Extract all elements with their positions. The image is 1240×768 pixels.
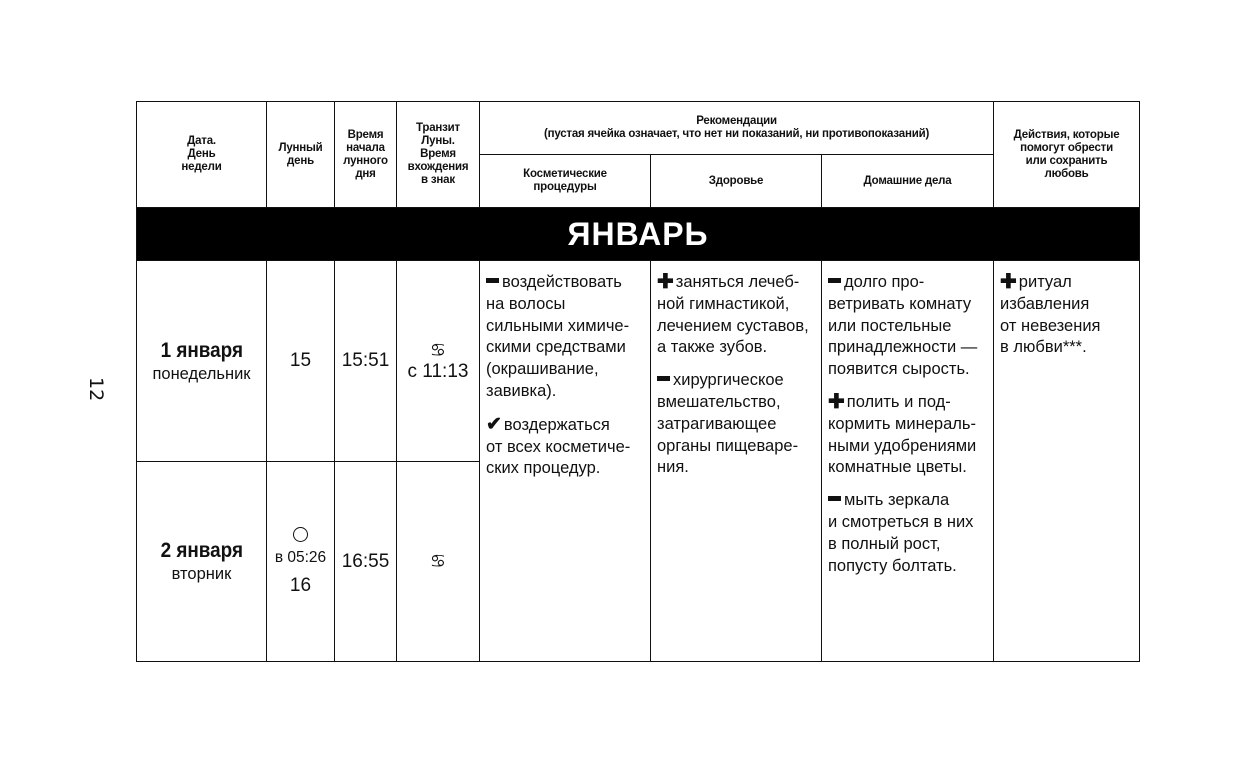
home-item-line: в полный рост, <box>828 534 941 553</box>
minus-icon <box>828 496 841 501</box>
header-lunar-day <box>267 102 335 208</box>
home-item-line: ветривать комнату <box>828 294 972 313</box>
day2-lunar-cell <box>267 462 335 662</box>
home-item-line: попусту болтать. <box>828 556 957 575</box>
cosmetic-item-line: на волосы <box>486 294 566 313</box>
header-cosmetic <box>480 155 651 208</box>
header-line: или сохранить <box>1025 154 1108 167</box>
recommendations-note: (пустая ячейка означает, что нет ни показаний, ни противопоказаний) <box>543 128 930 140</box>
header-date-text <box>137 135 266 174</box>
full-moon-icon <box>293 527 308 542</box>
home-item-line: ными удобрениями <box>828 436 977 455</box>
day2-date-cell <box>137 462 267 662</box>
header-date <box>137 102 267 208</box>
home-item <box>828 272 987 381</box>
cosmetic-item-line: сильными химиче- <box>486 316 630 335</box>
header-line: Косметические <box>523 168 607 180</box>
home-item-line: или постельные <box>828 316 952 335</box>
header-line: в знак <box>421 174 455 186</box>
day2-transit-cell <box>397 462 480 662</box>
header-line: любовь <box>1044 167 1089 180</box>
day2-lunar-day: 16 <box>289 574 312 596</box>
health-item-line: заняться лечеб- <box>675 273 800 291</box>
love-actions <box>994 261 1140 662</box>
home-recommendations <box>822 261 994 662</box>
home-item-line: принадлежности — <box>828 338 978 357</box>
cosmetic-item-line: ских процедур. <box>486 459 601 478</box>
month-banner: ЯНВАРЬ <box>137 208 1140 261</box>
home-item-line: появится сырость. <box>828 360 970 379</box>
cosmetic-item <box>486 272 644 403</box>
recommendations-title: Рекомендации <box>696 115 777 127</box>
header-line: день <box>287 154 314 167</box>
cosmetic-recommendations <box>480 261 651 662</box>
header-actions <box>994 102 1140 208</box>
cosmetic-item-line: воздержаться <box>503 415 610 434</box>
home-item-line: и смотреться в них <box>828 512 974 531</box>
home-item-line: мыть зеркала <box>844 491 950 510</box>
header-line: начала <box>346 141 385 154</box>
header-line: Транзит <box>416 122 460 134</box>
home-item-line: долго про- <box>844 273 925 291</box>
home-item-line: полить и под- <box>846 392 951 411</box>
home-item <box>828 392 987 479</box>
header-transit <box>397 102 480 208</box>
plus-icon: ✚ <box>1000 271 1017 293</box>
day1-date: 1 января <box>160 338 243 362</box>
health-item-line: органы пищеваре- <box>657 436 799 455</box>
day1-transit-time: с 11:13 <box>407 360 469 382</box>
cosmetic-item-line: скими средствами <box>486 338 626 357</box>
home-item <box>828 490 987 577</box>
actions-item <box>1000 272 1133 359</box>
header-recommendations <box>480 102 994 155</box>
cosmetic-item-line: воздействовать <box>502 273 622 291</box>
day2-start-time: 16:55 <box>335 462 397 662</box>
header-line: День <box>187 148 216 160</box>
minus-icon <box>828 278 841 283</box>
header-line: недели <box>181 161 222 173</box>
health-item-line: хирургическое <box>673 371 784 390</box>
checkmark-icon: ✔ <box>486 413 502 435</box>
day2-moon-phase-time: в 05:26 <box>274 548 327 566</box>
cosmetic-item-line: от всех косметиче- <box>486 437 631 456</box>
cosmetic-item <box>486 414 644 480</box>
health-recommendations <box>651 261 822 662</box>
header-line: Луны. <box>421 135 455 147</box>
health-item-line: ной гимнастикой, <box>657 294 790 313</box>
header-line: лунного <box>343 154 388 167</box>
minus-icon <box>486 278 499 283</box>
actions-item-line: в любви***. <box>1000 338 1087 357</box>
page-number: 12 <box>85 377 107 402</box>
day1-transit-cell <box>397 261 480 462</box>
header-line: Время <box>420 148 456 160</box>
cosmetic-item-line: (окрашивание, <box>486 360 599 379</box>
day2-date: 2 января <box>160 539 243 562</box>
minus-icon <box>657 376 670 381</box>
header-line: Лунный <box>278 141 323 154</box>
day1-date-cell <box>137 261 267 462</box>
header-line: Время <box>347 128 384 141</box>
health-item-line: а также зубов. <box>657 338 768 357</box>
day2-weekday: вторник <box>171 565 232 583</box>
cancer-icon: ♋ <box>429 551 447 572</box>
lunar-calendar-table <box>136 101 1140 662</box>
health-item <box>657 272 815 359</box>
health-item-line: ния. <box>657 458 689 477</box>
cancer-icon: ♋ <box>429 339 447 361</box>
header-home: Домашние дела <box>822 155 994 208</box>
day1-start-time: 15:51 <box>335 261 397 462</box>
plus-icon: ✚ <box>828 390 845 413</box>
health-item-line: затрагивающее <box>657 414 777 433</box>
header-line: процедуры <box>533 181 597 193</box>
cosmetic-item-line: завивка). <box>486 381 557 400</box>
actions-item-line: избавления <box>1000 294 1090 313</box>
day1-weekday: понедельник <box>152 364 251 383</box>
header-line: Действия, которые <box>1013 128 1120 141</box>
day1-lunar-day: 15 <box>267 261 335 462</box>
header-start-time <box>335 102 397 208</box>
header-line: вхождения <box>407 161 469 173</box>
health-item-line: лечением суставов, <box>657 316 809 335</box>
plus-icon: ✚ <box>657 271 674 293</box>
header-line: Дата. <box>187 135 216 147</box>
actions-item-line: от невезения <box>1000 316 1101 335</box>
header-line: дня <box>355 167 376 180</box>
health-item <box>657 370 815 479</box>
header-line: помогут обрести <box>1020 141 1113 154</box>
health-item-line: вмешательство, <box>657 392 781 411</box>
actions-item-line: ритуал <box>1018 273 1072 291</box>
home-item-line: кормить минераль- <box>828 414 976 433</box>
header-health: Здоровье <box>651 155 822 208</box>
home-item-line: комнатные цветы. <box>828 458 967 477</box>
